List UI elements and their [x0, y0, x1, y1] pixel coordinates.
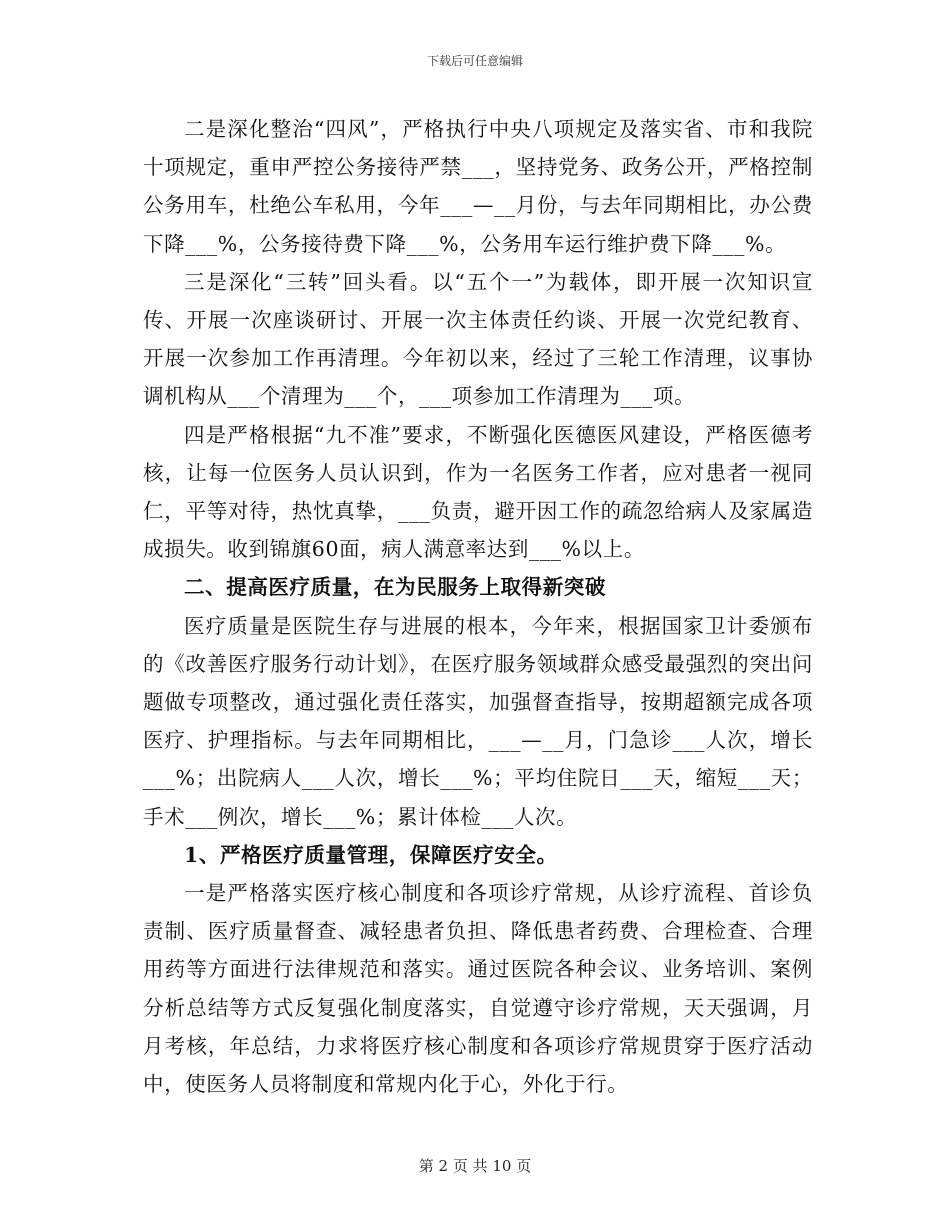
subsection-heading-quality-management: 1、严格医疗质量管理，保障医疗安全。	[184, 842, 558, 867]
section-heading-medical-quality: 二、提高医疗质量，在为民服务上取得新突破	[184, 575, 606, 600]
paragraph-medical-quality: 医疗质量是医院生存与进展的根本，今年来，根据国家卫计委颁布的《改善医疗服务行动计划》，在医疗服务领域群众感受最强烈的突出问题做专项整改，通过强化责任落实，加强督查指导，按期超额完成各项医疗、护理指标。与去年同期相比，___—__月，门急诊___人次，增长___%；出院病人___人次，增长___%；平均住院日___天，缩短___天；手术___例次，增长___%；累计体检___人次。	[143, 613, 813, 829]
paragraph-core-systems: 一是严格落实医疗核心制度和各项诊疗常规，从诊疗流程、首诊负责制、医疗质量督查、减轻患者负担、降低患者药费、合理检查、合理用药等方面进行法律规范和落实。通过医院各种会议、业务培训、案例分析总结等方式反复强化制度落实，自觉遵守诊疗常规，天天强调，月月考核，年总结，力求将医疗核心制度和各项诊疗常规贯穿于医疗活动中，使医务人员将制度和常规内化于心，外化于行。	[143, 881, 813, 1097]
paragraph-three-transformations: 三是深化“三转”回头看。以“五个一”为载体，即开展一次知识宣传、开展一次座谈研讨、开展一次主体责任约谈、开展一次党纪教育、开展一次参加工作再清理。今年初以来，经过了三轮工作清理，议事协调机构从___个清理为___个，___项参加工作清理为___项。	[143, 269, 813, 409]
document-body	[143, 110, 813, 1103]
page-header-note: 下载后可任意编辑	[426, 54, 523, 68]
page-number: 第 2 页 共 10 页	[418, 1157, 532, 1175]
paragraph-four-winds: 二是深化整治“四风”，严格执行中央八项规定及落实省、市和我院十项规定，重申严控公务接待严禁___，坚持党务、政务公开，严格控制公务用车，杜绝公车私用，今年___—__月份，与去年同期相比，办公费下降___%，公务接待费下降___%，公务用车运行维护费下降___%。	[143, 117, 813, 256]
paragraph-nine-prohibitions: 四是严格根据“九不准”要求，不断强化医德医风建设，严格医德考核，让每一位医务人员认识到，作为一名医务工作者，应对患者一视同仁，平等对待，热忱真挚，___负责，避开因工作的疏忽给病人及家属造成损失。收到锦旗60面，病人满意率达到___%以上。	[143, 422, 813, 562]
